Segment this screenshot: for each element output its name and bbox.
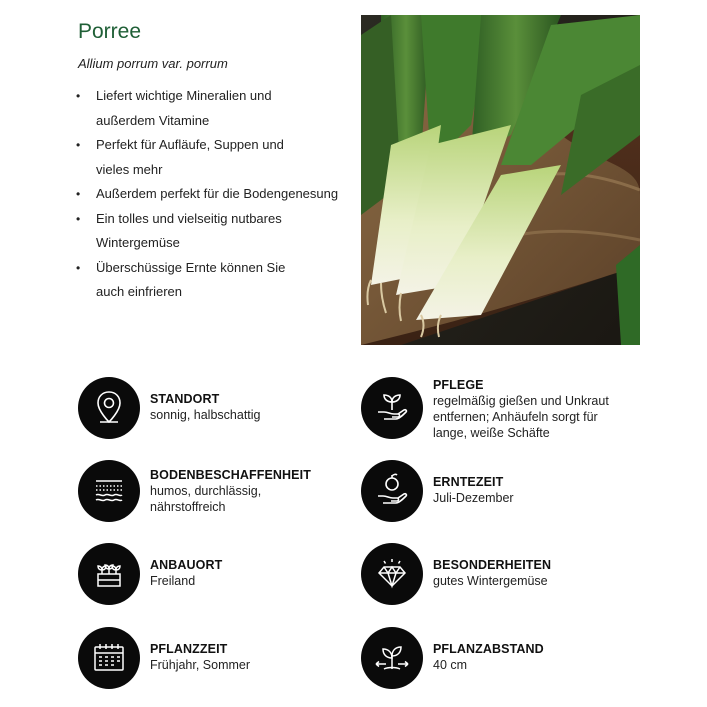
plant-in-hand-icon xyxy=(361,377,423,439)
pflanzzeit-value: Frühjahr, Sommer xyxy=(150,658,251,672)
pflanzabstand-value: 40 cm xyxy=(433,658,468,672)
feature-item: • Liefert wichtige Mineralien und außerdem Vitamine xyxy=(74,84,354,133)
pflege-value-line: regelmäßig gießen und Unkraut xyxy=(433,394,609,408)
raised-bed-icon xyxy=(78,543,140,605)
pflege-value-line: entfernen; Anhäufeln sorgt für xyxy=(433,410,598,424)
info-pflanzzeit xyxy=(78,627,250,689)
info-boden xyxy=(78,460,311,522)
soil-layers-icon xyxy=(78,460,140,522)
boden-value-line: nährstoffreich xyxy=(150,500,226,514)
spacing-seedling-icon xyxy=(361,627,423,689)
feature-item: • Außerdem perfekt für die Bodengenesung xyxy=(74,182,354,207)
product-latin-name: Allium porrum var. porrum xyxy=(78,56,228,71)
calendar-icon xyxy=(78,627,140,689)
info-pflanzabstand xyxy=(361,627,544,689)
feature-item: • Perfekt für Aufläufe, Suppen und vieles mehr xyxy=(74,133,354,182)
feature-list xyxy=(74,84,354,305)
pflanzabstand-label: PFLANZABSTAND xyxy=(433,642,544,656)
diamond-icon xyxy=(361,543,423,605)
erntezeit-value: Juli-Dezember xyxy=(433,491,514,505)
info-besonderheiten xyxy=(361,543,551,605)
location-pin-icon xyxy=(78,377,140,439)
product-photo xyxy=(361,15,640,345)
feature-item: • Ein tolles und vielseitig nutbares Wintergemüse xyxy=(74,207,354,256)
info-pflege xyxy=(361,377,609,441)
pflege-value-line: lange, weiße Schäfte xyxy=(433,426,550,440)
harvest-hand-icon xyxy=(361,460,423,522)
besonderheiten-value: gutes Wintergemüse xyxy=(433,574,548,588)
pflanzzeit-label: PFLANZZEIT xyxy=(150,642,228,656)
besonderheiten-label: BESONDERHEITEN xyxy=(433,558,552,572)
info-anbauort xyxy=(78,543,222,605)
anbauort-label: ANBAUORT xyxy=(150,558,223,572)
feature-item: • Überschüssige Ernte können Sie auch einfrieren xyxy=(74,256,354,305)
info-standort xyxy=(78,377,261,439)
product-title: Porree xyxy=(78,20,142,43)
pflege-label: PFLEGE xyxy=(433,378,484,392)
boden-label: BODENBESCHAFFENHEIT xyxy=(150,468,311,482)
anbauort-value: Freiland xyxy=(150,574,196,588)
info-erntezeit xyxy=(361,460,514,522)
standort-value: sonnig, halbschattig xyxy=(150,408,261,422)
boden-value-line: humos, durchlässig, xyxy=(150,484,262,498)
standort-label: STANDORT xyxy=(150,392,220,406)
erntezeit-label: ERNTEZEIT xyxy=(433,475,504,489)
